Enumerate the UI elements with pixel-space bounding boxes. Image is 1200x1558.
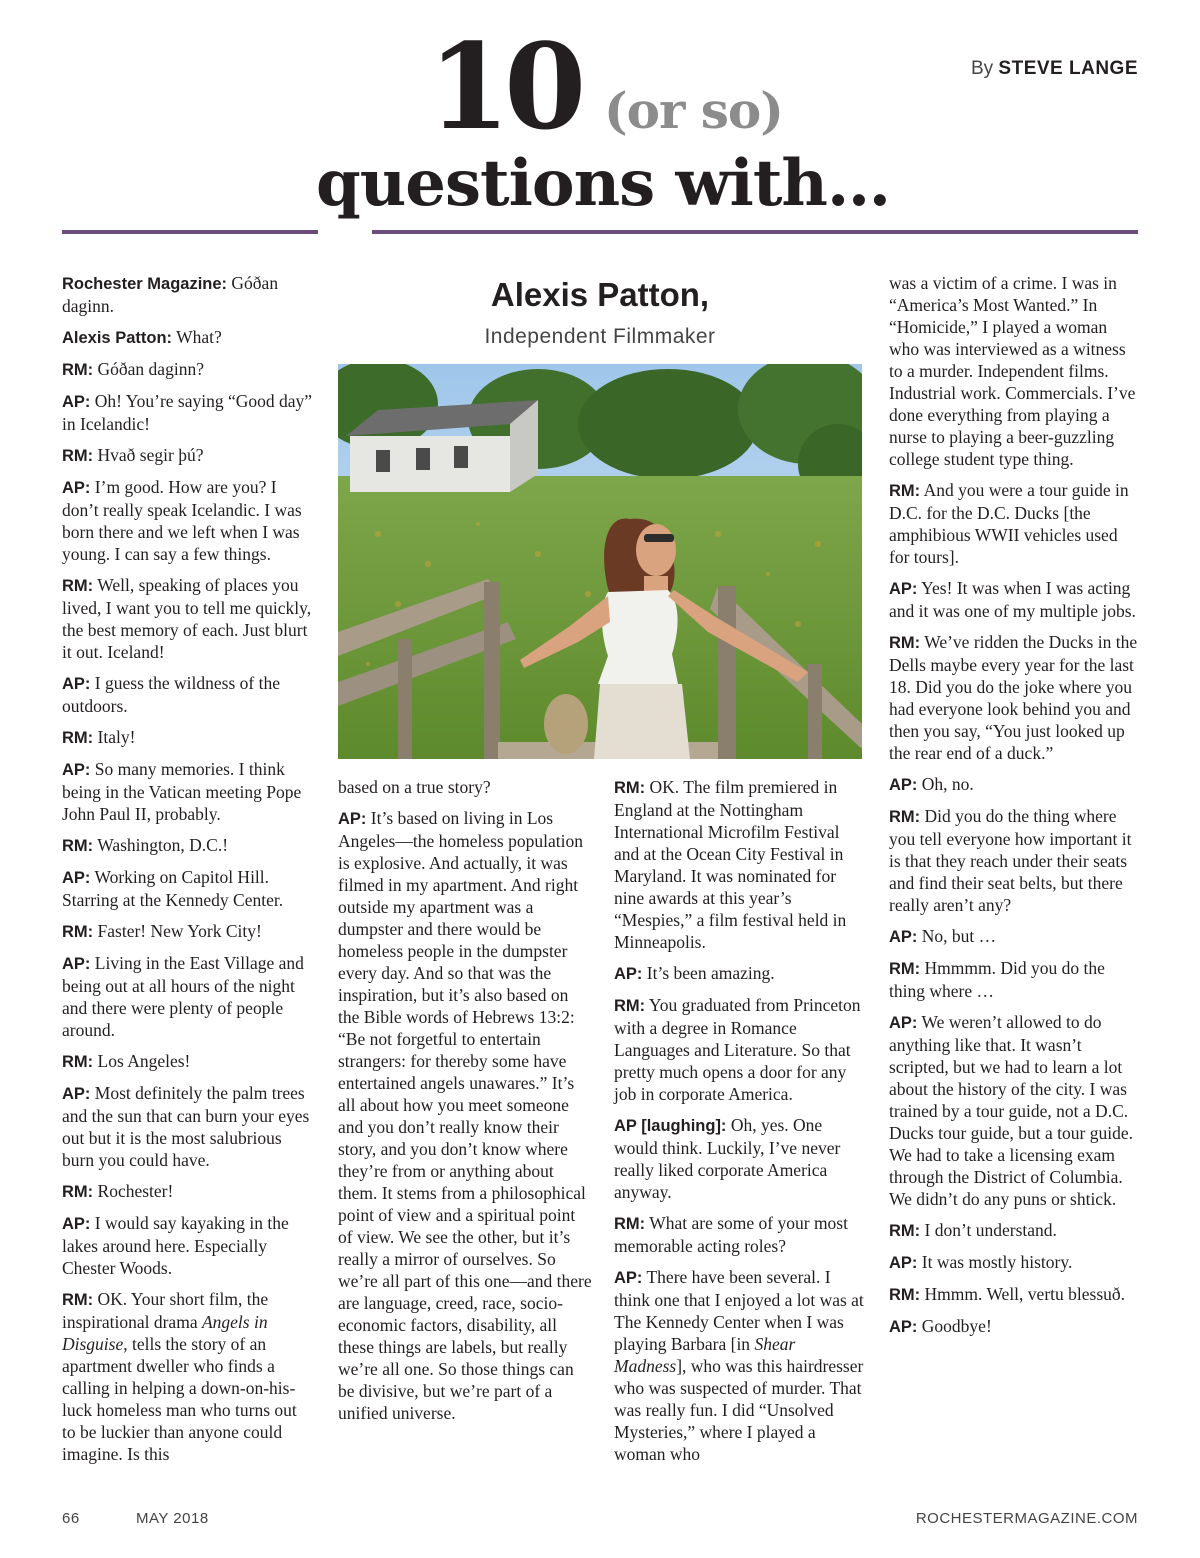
speaker-label: AP: (889, 1014, 918, 1032)
dialogue-line (62, 1180, 314, 1203)
dialogue-text: Los Angeles! (93, 1051, 191, 1071)
dialogue-line (889, 577, 1139, 622)
speaker-label: AP: (889, 580, 918, 598)
dialogue-text: We weren’t allowed to do anything like that. It wasn’t scripted, but we had to learn a lot about the history of the city. I was trained by a tour guide, not a D.C. Ducks tour guide, but a tour guide. We had to take a licensing exam through the District of Columbia. We didn’t do any puns or shtick. (889, 1012, 1133, 1209)
title-aside: (or so) (604, 81, 783, 140)
dialogue-text: Rochester! (93, 1181, 174, 1201)
header-rule-left (62, 230, 318, 234)
title-number: 10 (428, 17, 581, 156)
dialogue-line (614, 1114, 868, 1203)
dialogue-text: Most definitely the palm trees and the sun that can burn your eyes out but it is the most salubrious burn you could have. (62, 1083, 310, 1170)
speaker-label: RM: (614, 997, 646, 1015)
speaker-label: AP: (889, 1254, 918, 1272)
speaker-label: AP: (62, 1085, 91, 1103)
dialogue-line (614, 1212, 868, 1257)
dialogue-text: What? (172, 327, 222, 347)
dialogue-text: Faster! New York City! (93, 921, 262, 941)
dialogue-text: Italy! (93, 727, 136, 747)
dialogue-line (889, 805, 1139, 916)
speaker-label: AP: (614, 965, 643, 983)
dialogue-text: It’s been amazing. (642, 963, 775, 983)
dialogue-line (889, 631, 1139, 764)
speaker-label: AP: (62, 675, 91, 693)
speaker-label: RM: (889, 1286, 921, 1304)
dialogue-text: Working on Capitol Hill. Starring at the Kennedy Center. (62, 867, 284, 910)
dialogue-text: , tells the story of an apartment dweller who finds a calling in helping a down-on-his-luck homeless man who turns out to be luckier than anyone could imagine. Is this (62, 1334, 297, 1464)
dialogue-line (889, 1011, 1139, 1210)
dialogue-line (889, 1283, 1139, 1306)
dialogue-text: Goodbye! (917, 1316, 992, 1336)
dialogue-text: And you were a tour guide in D.C. for the D.C. Ducks [the amphibious WWII vehicles used for tours]. (889, 480, 1129, 567)
dialogue-line (338, 807, 592, 1424)
article-column-1 (62, 272, 314, 1474)
dialogue-text: OK. Your short film, the inspirational drama (62, 1289, 269, 1332)
article-column-4 (889, 272, 1139, 1347)
dialogue-text: It was mostly history. (917, 1252, 1073, 1272)
header-rule-right (372, 230, 1138, 234)
speaker-label: RM: (62, 1183, 94, 1201)
byline-prefix: By (970, 58, 994, 79)
page-number: 66 (62, 1510, 80, 1527)
dialogue-text: There have been several. I think one that I enjoyed a lot was at The Kennedy Center when I was playing Barbara [in (614, 1267, 864, 1354)
dialogue-continuation: based on a true story? (338, 777, 491, 797)
website-url[interactable]: ROCHESTERMAGAZINE.COM (915, 1510, 1138, 1527)
dialogue-text: Oh, yes. One would think. Luckily, I’ve never really liked corporate America anyway. (614, 1115, 841, 1202)
speaker-label: RM: (889, 482, 921, 500)
speaker-label: RM: (62, 729, 94, 747)
dialogue-line (62, 1212, 314, 1279)
speaker-label: AP: (62, 869, 91, 887)
dialogue-text: I guess the wildness of the outdoors. (62, 673, 280, 716)
dialogue-text: I don’t understand. (920, 1220, 1057, 1240)
speaker-label: RM: (62, 361, 94, 379)
speaker-label: RM: (889, 960, 921, 978)
speaker-label: AP: (62, 761, 91, 779)
speaker-label: Rochester Magazine: (62, 275, 228, 293)
dialogue-text: ], who was this hairdresser who was suspected of murder. That was really fun. I did “Unsolved Mysteries,” where I played a woman who (614, 1356, 864, 1464)
dialogue-text: No, but … (917, 926, 997, 946)
dialogue-continuation: was a victim of a crime. I was in “America’s Most Wanted.” In “Homicide,” I played a woman who was interviewed as a witness to a murder. Independent films. Industrial work. Commercials. I’ve done everything from playing a nurse to playing a beer-guzzling college student type thing. (889, 273, 1136, 469)
speaker-label: AP: (338, 810, 367, 828)
byline-author: STEVE LANGE (998, 58, 1138, 79)
dialogue-text: Hmmm. Well, vertu blessuð. (920, 1284, 1126, 1304)
speaker-label: RM: (614, 779, 646, 797)
title-rest: questions with… (316, 146, 890, 221)
dialogue-line (889, 957, 1139, 1002)
dialogue-line (62, 390, 314, 435)
dialogue-line (889, 1315, 1139, 1338)
dialogue-line (62, 920, 314, 943)
speaker-label: AP: (62, 955, 91, 973)
dialogue-line (62, 866, 314, 911)
dialogue-text: I’m good. How are you? I don’t really speak Icelandic. I was born there and we left when I was young. I can say a few things. (62, 477, 302, 564)
speaker-label: RM: (62, 923, 94, 941)
play-title: Shear Madness (614, 1334, 796, 1376)
article-column-2 (338, 776, 592, 1433)
dialogue-line (62, 476, 314, 565)
speaker-label: AP: (614, 1269, 643, 1287)
dialogue-line (889, 1251, 1139, 1274)
speaker-label: AP: (889, 776, 918, 794)
speaker-label: RM: (889, 634, 921, 652)
dialogue-text: It’s based on living in Los Angeles—the homeless population is explosive. And actually, it was filmed in my apartment. And right outside my apartment was a dumpster and there would be homeless people in the dumpster every day. And so that was the inspiration, but it’s also based on the Bible words of Hebrews 13:2: “Be not forgetful to entertain strangers: for thereby some have entertained angels unawares.” It’s all about how you meet someone and you don’t really know their story, and you don’t know where they’re from or anything about them. It stems from a philosophical point of view and a spiritual point of view. We see the other, but it’s really a mirror of ourselves. So we’re all part of this one—and there are language, creed, race, socio-economic factors, disability, all these things are labels, but really we’re all one. So those things can be divisive, but we’re part of a unified universe. (338, 808, 592, 1423)
speaker-label: RM: (62, 577, 94, 595)
article-column-3 (614, 776, 868, 1474)
dialogue-line (62, 834, 314, 857)
speaker-label: Alexis Patton: (62, 329, 173, 347)
dialogue-line (62, 672, 314, 717)
dialogue-line (62, 1050, 314, 1073)
dialogue-line (889, 1219, 1139, 1242)
dialogue-text: Did you do the thing where you tell everyone how important it is that they reach under their seats and find their seat belts, but there really aren’t any? (889, 806, 1132, 915)
dialogue-text: What are some of your most memorable acting roles? (614, 1213, 848, 1256)
speaker-label: AP: (62, 393, 91, 411)
speaker-label: RM: (62, 447, 94, 465)
dialogue-text: Well, speaking of places you lived, I want you to tell me quickly, the best memory of each. Just blurt it out. Iceland! (62, 575, 312, 662)
dialogue-line (62, 444, 314, 467)
speaker-label: RM: (62, 837, 94, 855)
dialogue-text: Góðan daginn? (93, 359, 204, 379)
dialogue-line (62, 952, 314, 1041)
dialogue-line (62, 358, 314, 381)
dialogue-text: Hvað segir þú? (93, 445, 204, 465)
issue-date: MAY 2018 (136, 1510, 209, 1527)
dialogue-line (62, 272, 314, 317)
speaker-label: AP: (62, 1215, 91, 1233)
dialogue-line (889, 479, 1139, 568)
dialogue-line (62, 1288, 314, 1465)
subject-name: Alexis Patton, (490, 276, 710, 313)
portrait-photo (338, 364, 862, 759)
dialogue-line (614, 1266, 868, 1465)
speaker-label: AP: (889, 1318, 918, 1336)
dialogue-text: We’ve ridden the Ducks in the Dells maybe every year for the last 18. Did you do the joke where you had everyone look behind you and then you say, “You just looked up the rear end of a duck.” (889, 632, 1138, 763)
speaker-label: RM: (62, 1053, 94, 1071)
speaker-label: AP: (889, 928, 918, 946)
speaker-label: RM: (889, 808, 921, 826)
film-title: Angels in Disguise (62, 1312, 268, 1354)
speaker-label: AP: (62, 479, 91, 497)
byline (971, 58, 1138, 80)
dialogue-line (614, 776, 868, 953)
dialogue-text: Living in the East Village and being out at all hours of the night and there were plenty of people around. (62, 953, 304, 1040)
dialogue-text: Oh! You’re saying “Good day” in Icelandic! (62, 391, 313, 434)
dialogue-line (614, 994, 868, 1105)
speaker-label: RM: (889, 1222, 921, 1240)
speaker-label: AP [laughing]: (614, 1117, 727, 1135)
dialogue-line (614, 962, 868, 985)
dialogue-text: Washington, D.C.! (93, 835, 229, 855)
dialogue-text: OK. The film premiered in England at the Nottingham International Microfilm Festival and at the Ocean City Festival in Maryland. It was nominated for nine awards at this year’s “Mespies,” a film festival held in Minneapolis. (614, 777, 847, 952)
dialogue-line (889, 773, 1139, 796)
dialogue-line (62, 758, 314, 825)
speaker-label: RM: (614, 1215, 646, 1233)
dialogue-line (62, 1082, 314, 1171)
dialogue-line (62, 326, 314, 349)
dialogue-line (889, 925, 1139, 948)
dialogue-text: Hmmmm. Did you do the thing where … (889, 958, 1105, 1001)
dialogue-text: You graduated from Princeton with a degree in Romance Languages and Literature. So that pretty much opens a door for any job in corporate America. (614, 995, 861, 1104)
dialogue-text: Góðan daginn. (62, 273, 279, 316)
dialogue-text: Oh, no. (917, 774, 974, 794)
dialogue-text: So many memories. I think being in the Vatican meeting Pope John Paul II, probably. (62, 759, 302, 824)
dialogue-line (62, 574, 314, 663)
subject-role: Independent Filmmaker (484, 325, 716, 348)
speaker-label: RM: (62, 1291, 94, 1309)
dialogue-line (62, 726, 314, 749)
dialogue-text: Yes! It was when I was acting and it was one of my multiple jobs. (889, 578, 1136, 621)
dialogue-text: I would say kayaking in the lakes around here. Especially Chester Woods. (62, 1213, 289, 1278)
